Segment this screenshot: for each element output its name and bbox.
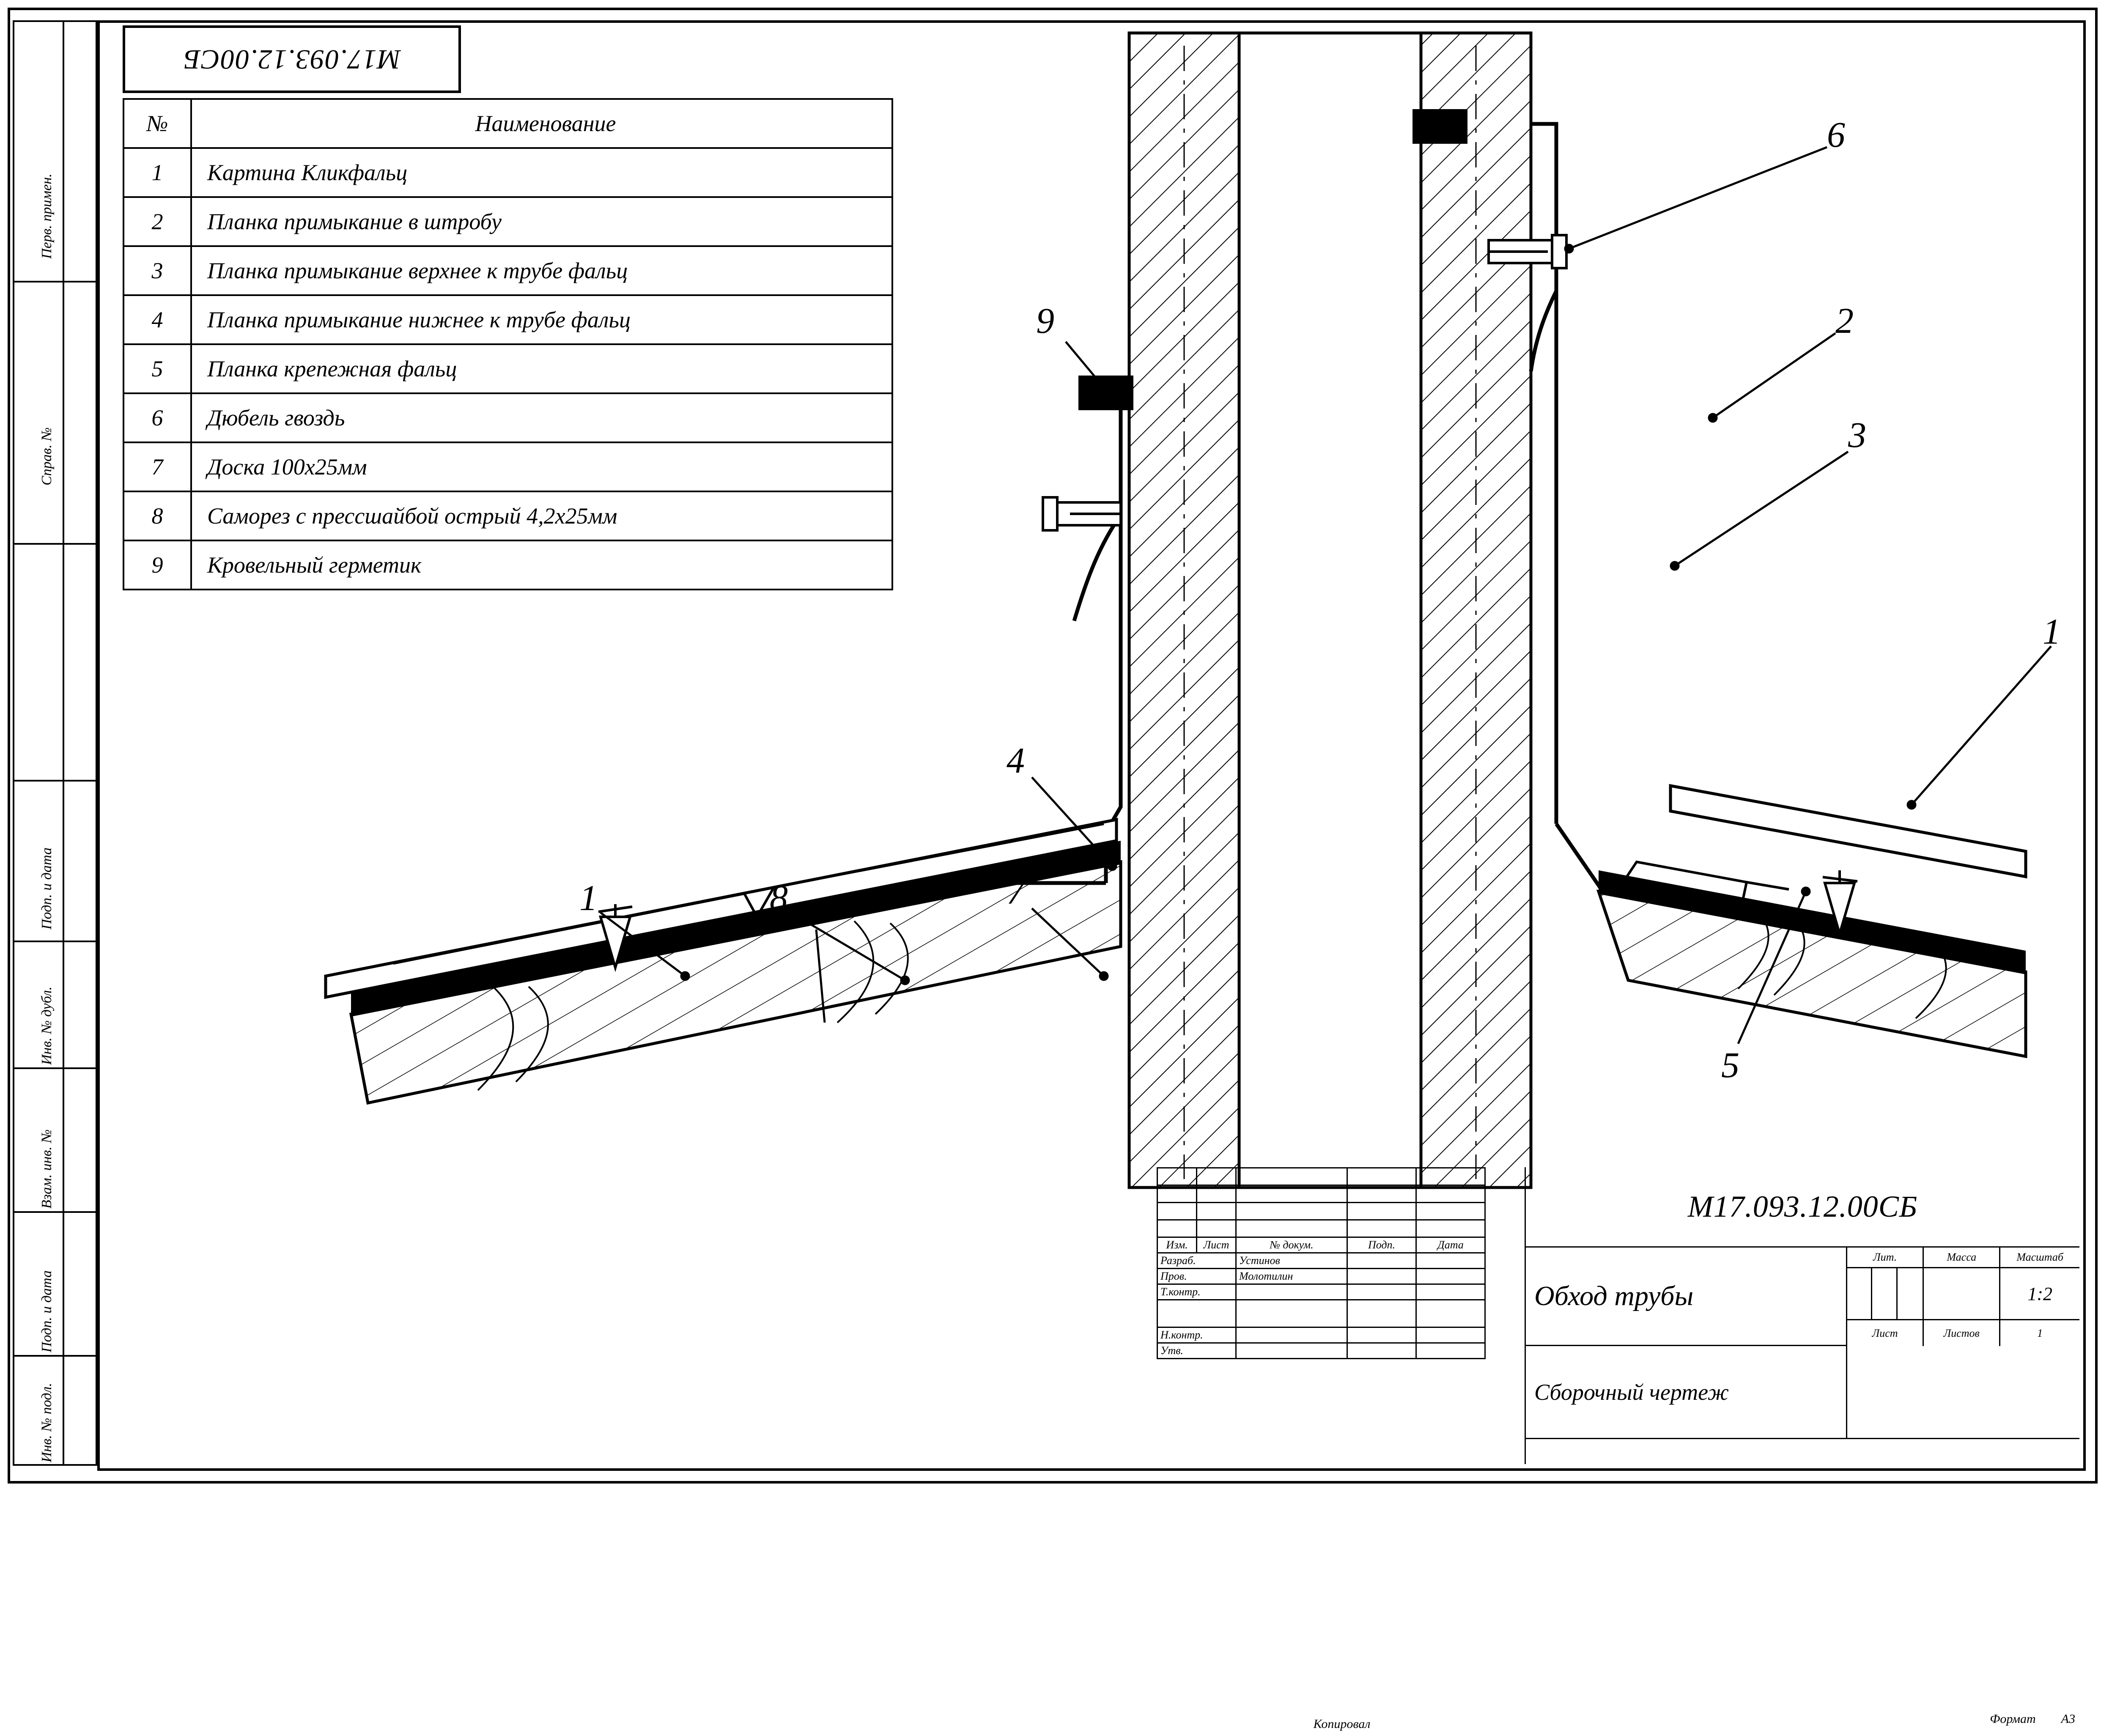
row-number: 2 <box>123 197 191 246</box>
format-label: Формат <box>1990 1712 2036 1726</box>
row-number: 5 <box>123 344 191 393</box>
drawing-code: M17.093.12.00СБ <box>1526 1167 2079 1248</box>
drawing-subtitle: Сборочный чертеж <box>1526 1345 1847 1438</box>
role-row <box>1157 1269 1485 1284</box>
header-name: Наименование <box>191 99 892 148</box>
revision-table <box>1157 1167 1486 1359</box>
row-name: Планка примыкание нижнее к трубе фальц <box>191 295 892 344</box>
rev-header-podp: Подп. <box>1347 1237 1416 1253</box>
copied-label: Копировал <box>1313 1717 1371 1731</box>
row-number: 8 <box>123 491 191 540</box>
row-name: Картина Кликфальц <box>191 148 892 197</box>
role-name <box>1236 1343 1347 1359</box>
row-number: 9 <box>123 540 191 590</box>
scale-label: Масштаб <box>2016 1251 2063 1263</box>
row-name: Доска 100х25мм <box>191 442 892 491</box>
left-stamp-column <box>13 20 97 1466</box>
stamp-label-vzam-inv: Взам. инв. № <box>39 1129 55 1209</box>
role-row <box>1157 1327 1485 1343</box>
format-value: А3 <box>2061 1712 2075 1726</box>
callout-4: 4 <box>1007 740 1025 781</box>
role-label: Т.контр. <box>1157 1284 1236 1300</box>
stamp-cell-6 <box>13 1069 97 1213</box>
stamp-label-sprav-no: Справ. № <box>39 427 55 485</box>
callout-7: 7 <box>1007 871 1025 912</box>
row-name: Саморез с прессшайбой острый 4,2х25мм <box>191 491 892 540</box>
callout-2: 2 <box>1835 300 1854 341</box>
drawing-title: Обход трубы <box>1526 1248 1847 1345</box>
role-label: Разраб. <box>1157 1253 1236 1269</box>
role-label: Н.контр. <box>1157 1327 1236 1343</box>
format-group <box>1990 1712 2075 1726</box>
role-name <box>1236 1284 1347 1300</box>
callout-5: 5 <box>1721 1045 1739 1085</box>
row-number: 6 <box>123 393 191 442</box>
stamp-cell-3 <box>13 545 97 782</box>
stamp-cell-1 <box>13 20 97 282</box>
callout-8: 8 <box>770 878 788 918</box>
stamp-label-podp-data-2: Подп. и дата <box>39 1270 55 1352</box>
revision-blank-row <box>1157 1185 1485 1203</box>
role-name <box>1236 1327 1347 1343</box>
stamp-cell-5 <box>13 942 97 1069</box>
rev-header-docum: № докум. <box>1236 1237 1347 1253</box>
rev-header-list: Лист <box>1197 1237 1236 1253</box>
role-label: Пров. <box>1157 1269 1236 1284</box>
role-row <box>1157 1343 1485 1359</box>
mass-label: Масса <box>1924 1248 2000 1267</box>
revision-blank-row <box>1157 1220 1485 1237</box>
stamp-label-podp-data-1: Подп. и дата <box>39 847 55 930</box>
row-number: 4 <box>123 295 191 344</box>
mass-value <box>1924 1268 2000 1319</box>
rev-header-data: Дата <box>1416 1237 1485 1253</box>
row-number: 7 <box>123 442 191 491</box>
lit-mass-scale <box>1847 1248 2079 1345</box>
scale-value: 1:2 <box>2027 1283 2052 1304</box>
revision-header-row <box>1157 1237 1485 1253</box>
role-label: Утв. <box>1157 1343 1236 1359</box>
stamp-cell-2 <box>13 282 97 545</box>
role-label <box>1157 1300 1236 1327</box>
drawing-code-top: M17.093.12.00СБ <box>183 44 401 75</box>
callout-6: 6 <box>1827 114 1845 155</box>
sheet-label: Лист <box>1847 1320 1924 1346</box>
callout-1-left: 1 <box>579 878 598 918</box>
row-name: Планка примыкание в штробу <box>191 197 892 246</box>
role-name: Молотилин <box>1236 1269 1347 1284</box>
title-block-footer <box>1313 1438 2079 1731</box>
role-row <box>1157 1253 1485 1269</box>
stamp-cell-7 <box>13 1213 97 1357</box>
stamp-label-inv-podl: Инв. № подл. <box>39 1383 55 1462</box>
stamp-label-perv-primen: Перв. примен. <box>39 173 55 259</box>
callout-3: 3 <box>1848 414 1866 455</box>
callout-9: 9 <box>1036 300 1054 341</box>
role-row <box>1157 1284 1485 1300</box>
sheets-value: 1 <box>2037 1327 2043 1339</box>
row-name: Планка примыкание верхнее к трубе фальц <box>191 246 892 295</box>
role-name <box>1236 1300 1347 1327</box>
revision-blank-row <box>1157 1203 1485 1220</box>
header-number: № <box>123 99 191 148</box>
lit-label: Лит. <box>1847 1248 1924 1267</box>
stamp-cell-8 <box>13 1357 97 1466</box>
row-name: Планка крепежная фальц <box>191 344 892 393</box>
stamp-label-inv-dubl: Инв. № дубл. <box>39 986 55 1065</box>
role-name: Устинов <box>1236 1253 1347 1269</box>
stamp-cell-4 <box>13 782 97 942</box>
revision-blank-row <box>1157 1168 1485 1185</box>
rev-header-izm: Изм. <box>1157 1237 1197 1253</box>
role-row <box>1157 1300 1485 1327</box>
row-name: Кровельный герметик <box>191 540 892 590</box>
callout-1-right: 1 <box>2043 611 2061 652</box>
title-block <box>1157 1167 2078 1731</box>
row-name: Дюбель гвоздь <box>191 393 892 442</box>
row-number: 1 <box>123 148 191 197</box>
row-number: 3 <box>123 246 191 295</box>
sheets-label: Листов <box>1924 1320 2000 1346</box>
